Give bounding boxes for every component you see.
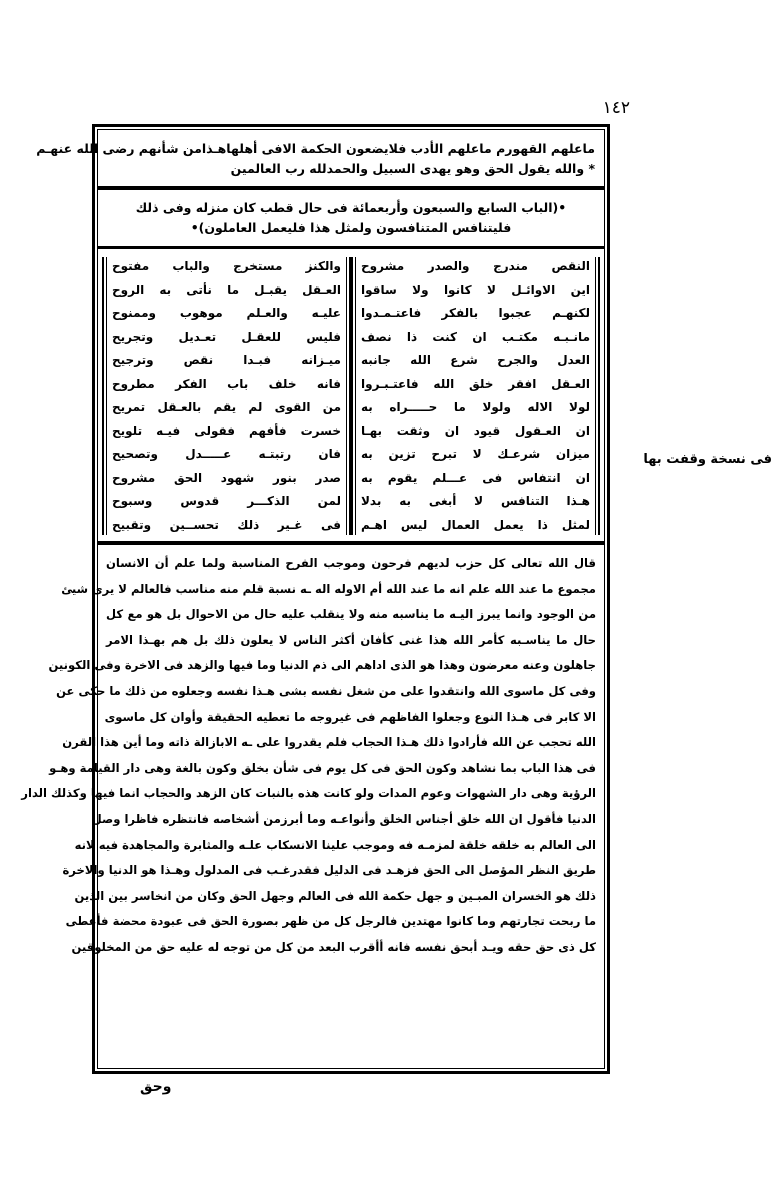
poem-rule-left-inner	[106, 257, 107, 535]
poem-line: مانـبـه مكتـب ان كنت ذا نصف	[361, 329, 590, 344]
poem-line: لولا الاله ولولا ما حـــــراه به	[361, 400, 590, 414]
prose-line: مجموع ما عند الله علم انه ما عند الله أم الاوله اله ـه نسبة قلم منه مناسب فالعالم لا يرى شيئ	[61, 581, 596, 596]
poem-line: من القوى لم يقم بالعـقل تمريح	[112, 400, 341, 414]
poem-line: العدل والجرح شرع الله جانبه	[361, 353, 590, 367]
poem-column-right	[351, 255, 600, 537]
prose-line: جاهلون وعنه معرضون وهذا هو الذى اداهم الى ذم الدنيا وما فيها والزهد فى الاخرة وفى الكونين	[48, 658, 596, 673]
main-prose-block	[21, 544, 604, 1068]
poem-line: ميزان شرعـك لا تبرح تزين به	[361, 447, 590, 461]
poem-line: ميـزانه فبـدا نقص وترجيح	[112, 353, 341, 367]
prose-line: وفى كل ماسوى الله وانتقدوا على من شغل نفسه بشى هـذا نفسه وجعلوه من ذلك ما حكى عن	[56, 683, 596, 698]
poem-line: لمن الذكـــر قدوس وسبوح	[112, 494, 341, 508]
poem-line: اين الاوائـل لا كانوا ولا ساقوا	[361, 282, 590, 297]
poem-line: العـقل افقر خلق الله فاعتـبـروا	[361, 376, 590, 391]
poem-line: فانه خلف باب الفكر مطروح	[112, 376, 341, 391]
margin-note: فى نسخة وقفت بها	[643, 452, 772, 467]
page-number: ١٤٢	[602, 98, 630, 118]
header-line: ماعلهم القهورم ماعلهم الأدب فلايضعون الحكمة الافى أهلهاهـذامن شأنهم رضى الله عنهـم	[36, 141, 595, 156]
poem-rule-center-right	[351, 257, 353, 535]
poem-rule-right-inner	[595, 257, 596, 535]
poem-line: صدر بنور شهود الحق مشروح	[112, 470, 341, 485]
prose-line: الله تحجب عن الله فأرادوا ذلك هـذا الحجاب فلم يقدروا على ـه الابازالة ذاته وما أين هذا القرن	[62, 735, 596, 750]
poem-rule-left-outer	[102, 257, 104, 535]
chapter-heading-block	[98, 189, 604, 249]
poem-line: ان انتفاس فى عـــلم يقوم به	[361, 470, 590, 485]
poem-rule-right-outer	[598, 257, 600, 535]
poem-line: لكنهـم عجبوا بالفكر فاعتـمـدوا	[361, 306, 590, 320]
poem-rule-center-left	[349, 257, 351, 535]
poem-line: فى غـير ذلك تحســين وتقبيح	[112, 517, 341, 532]
poem-line: خسرت فأفهم فقولى فيـه تلويح	[112, 423, 341, 438]
prose-line: الدنيا فأقول ان الله خلق أجناس الخلق وأنواعـه وما أبرزمن أشخاصه فانتظره فاظرا وصل	[91, 811, 596, 826]
poem-line: لمثل ذا يعمل العمال ليس اهـم	[361, 517, 590, 532]
prose-line: طريق النظر المؤصل الى الحق فزهـد فى الدليل فقدرغـب فى المدلول وهـذا هو الدنيا والاخرة	[62, 863, 596, 878]
prose-line: قال الله تعالى كل حزب لديهم فرحون وموجب الفرح المناسبة ولما علم أن الانسان	[106, 556, 596, 570]
poem-line: فان رتبتـه عـــــدل وتصحيح	[112, 447, 341, 461]
text-frame-outer-border	[21, 124, 610, 1074]
poem-line: العـقل يقبـل ما نأتى به الروح	[112, 282, 341, 297]
poem-two-column-block	[98, 249, 604, 544]
poem-line: النقص مندرج والصدر مشروح	[361, 259, 590, 273]
prose-line: فى هذا الباب بما نشاهد وكون الحق فى كل يوم فى شأن بخلق وكون بالغة وهى دار القيامة وهـو	[49, 760, 596, 775]
poem-line: والكنز مستخرج والباب مفتوح	[112, 259, 341, 273]
poem-rule-center-left-inner	[346, 257, 347, 535]
poem-line: ان العـقول قيود ان وثقت بهـا	[361, 423, 590, 438]
prose-line: من الوجود وانما يبرز اليـه ما يناسبه منه ولا ينقلب عليه حال من الاحوال بل هو مع كل	[106, 607, 596, 622]
prose-line: كل ذى حق حقه ويـد أبحق نفسه فانه أأقرب البعد من كل من توجه له عليه حق من المخلوقين	[71, 939, 596, 954]
prose-line: الا كابر فى هـذا النوع وجعلوا الفاظهم فى غيروجه ما تعطيه الحقيقة وأوان كل ماسوى	[104, 709, 596, 724]
poem-column-left	[102, 255, 351, 537]
prose-line: حال ما يناسـبه كأمر الله هذا غنى كأفان أكثر الناس لا يعلون ذلك بل هم بهـذا الامر	[106, 632, 596, 647]
poem-line: فليس للعقـل تعـديل وتجريح	[112, 329, 341, 344]
chapter-heading-line: فليتنافس المتنافسون ولمثل هذا فليعمل العاملون)•	[190, 220, 512, 235]
poem-line: عليـه والعـلم موهوب وممنوح	[112, 306, 341, 320]
prose-line: ذلك هو الخسران المبـين و جهل حكمة الله فى العالم وجهل الحق وكان من انخاسر بين الذين	[74, 888, 596, 903]
prose-line: ما ربحت تجارتهم وما كانوا مهتدين فالرجل كل من ظهر بصورة الحق فى عبودة محضة فأعطى	[65, 914, 596, 929]
header-line: * والله يقول الحق وهو يهدى السبيل والحمدلله رب العالمين	[230, 161, 595, 176]
poem-line: هـذا التنافس لا أبغى به بدلا	[361, 494, 590, 508]
text-frame-inner-border	[21, 129, 605, 1069]
chapter-heading-line: •(الباب السابع والسبعون وأربعمائة فى حال قطب كان منزله وفى ذلك	[135, 200, 567, 215]
prose-line: الى العالم به خلقه خلقة لمزمـه فه وموجب علينا الانسكاب علـه والمثابرة والمجاهدة فيه لانه	[74, 837, 596, 852]
catchword: وحق	[140, 1079, 172, 1095]
poem-rule-center-right-inner	[355, 257, 356, 535]
header-prose-block	[36, 130, 604, 189]
prose-line: الرؤية وهى دار الشهوات وعوم المدات ولو كانت هذه بالنبات كان الزهد والحجاب انما فيها وكذلك الدار	[21, 786, 596, 801]
